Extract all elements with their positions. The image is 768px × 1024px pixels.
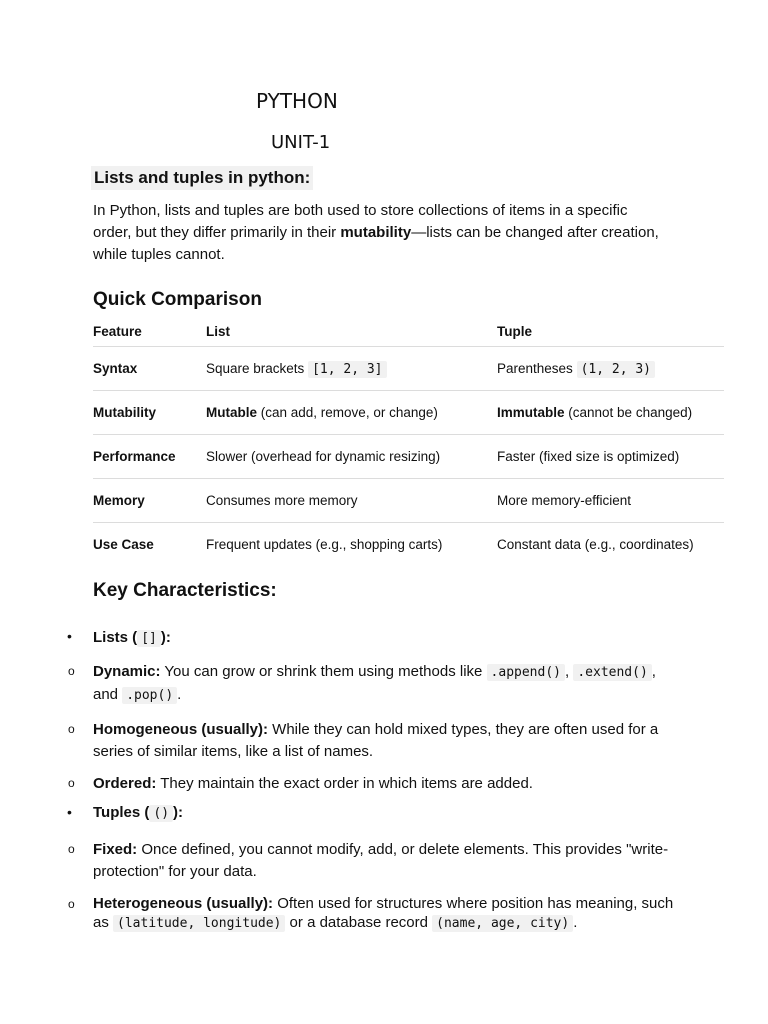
feature-cell: Use Case [93,537,154,552]
code-snippet: (latitude, longitude) [113,915,285,932]
cell-bold: Immutable [497,405,565,420]
item-text: , [565,663,574,680]
cell-bold: Mutable [206,405,258,420]
item-bold: Heterogeneous (usually): [93,895,274,912]
code-snippet: () [149,805,173,822]
feature-cell: Syntax [93,347,206,391]
key-characteristics-heading: Key Characteristics: [93,580,277,601]
column-header-list: List [206,316,497,347]
comparison-heading: Quick Comparison [93,289,262,310]
cell-text: Parentheses [497,360,577,376]
intro-bold-term: mutability [340,224,412,241]
list-item-lists [93,627,683,650]
item-bold: Fixed: [93,841,138,858]
table-row [93,479,724,523]
item-text: . [573,914,578,931]
code-snippet: (1, 2, 3) [577,361,655,378]
item-text: They maintain the exact order in which items are added. [156,775,533,792]
table-row [93,523,724,567]
feature-cell: Memory [93,479,206,523]
item-text: or a database record [285,914,433,931]
intro-text-1: In Python, lists and tuples are both used to store collections of items in a specific order, but they differ primarily in their [93,202,628,241]
lists-label: Lists ( [93,629,138,646]
list-item-tuples [93,802,683,825]
tuples-label: Tuples ( [93,804,150,821]
table-header-row [93,316,724,347]
item-text: . [177,686,182,703]
tuple-cell [497,347,724,391]
cell-text: Square brackets [206,360,309,376]
list-cell [206,391,497,435]
tuple-cell: More memory-efficient [497,479,724,523]
item-text: Once defined, you cannot modify, add, or delete elements. This provides "write-protection" for your data. [93,841,669,880]
list-item [93,719,683,763]
bullet-marker: • [67,628,72,644]
feature-cell: Performance [93,435,206,479]
lists-label-end: ): [160,629,171,646]
code-snippet: .append() [487,664,565,681]
intro-paragraph [93,200,663,266]
table-row [93,435,724,479]
feature-cell: Mutability [93,391,206,435]
list-cell: Slower (overhead for dynamic resizing) [206,435,497,479]
item-text: Often used for structures where position has meaning, such as [93,895,674,931]
column-header-feature: Feature [93,316,206,347]
section-heading-lists: Lists and tuples in python: [91,166,313,190]
item-bold: Dynamic: [93,663,161,680]
sub-bullet-marker: o [68,842,75,856]
item-bold: Homogeneous (usually): [93,721,269,738]
comparison-table [93,316,724,566]
cell-text: (can add, remove, or change) [257,405,438,420]
tuple-cell: Faster (fixed size is optimized) [497,435,724,479]
tuples-label-end: ): [173,804,184,821]
bullet-marker: • [67,804,72,820]
code-snippet: [1, 2, 3] [308,361,386,378]
intro-text-2: —lists can be changed after creation, while tuples cannot. [93,224,659,263]
code-snippet: [] [137,630,161,647]
code-snippet: .extend() [573,664,651,681]
sub-bullet-marker: o [68,776,75,790]
document-title: PYTHON [256,89,338,113]
list-cell [206,347,497,391]
sub-bullet-marker: o [68,664,75,678]
tuple-cell: Constant data (e.g., coordinates) [497,537,694,552]
list-cell: Frequent updates (e.g., shopping carts) [206,537,443,552]
code-snippet: .pop() [122,687,177,704]
table-row [93,347,724,391]
list-item [93,773,683,795]
item-text: While they can hold mixed types, they are often used for a series of similar items, like a list of names. [93,721,659,760]
sub-bullet-marker: o [68,897,75,911]
item-bold: Ordered: [93,775,157,792]
list-item [93,839,683,883]
code-snippet: (name, age, city) [432,915,573,932]
list-item [93,894,683,933]
tuple-cell [497,391,724,435]
sub-bullet-marker: o [68,722,75,736]
table-row [93,391,724,435]
unit-title: UNIT-1 [271,132,331,153]
cell-text: (cannot be changed) [564,405,693,420]
list-cell: Consumes more memory [206,479,497,523]
column-header-tuple: Tuple [497,316,724,347]
item-text: You can grow or shrink them using methods like [160,663,487,680]
list-item [93,661,683,707]
item-text: , and [93,663,656,703]
